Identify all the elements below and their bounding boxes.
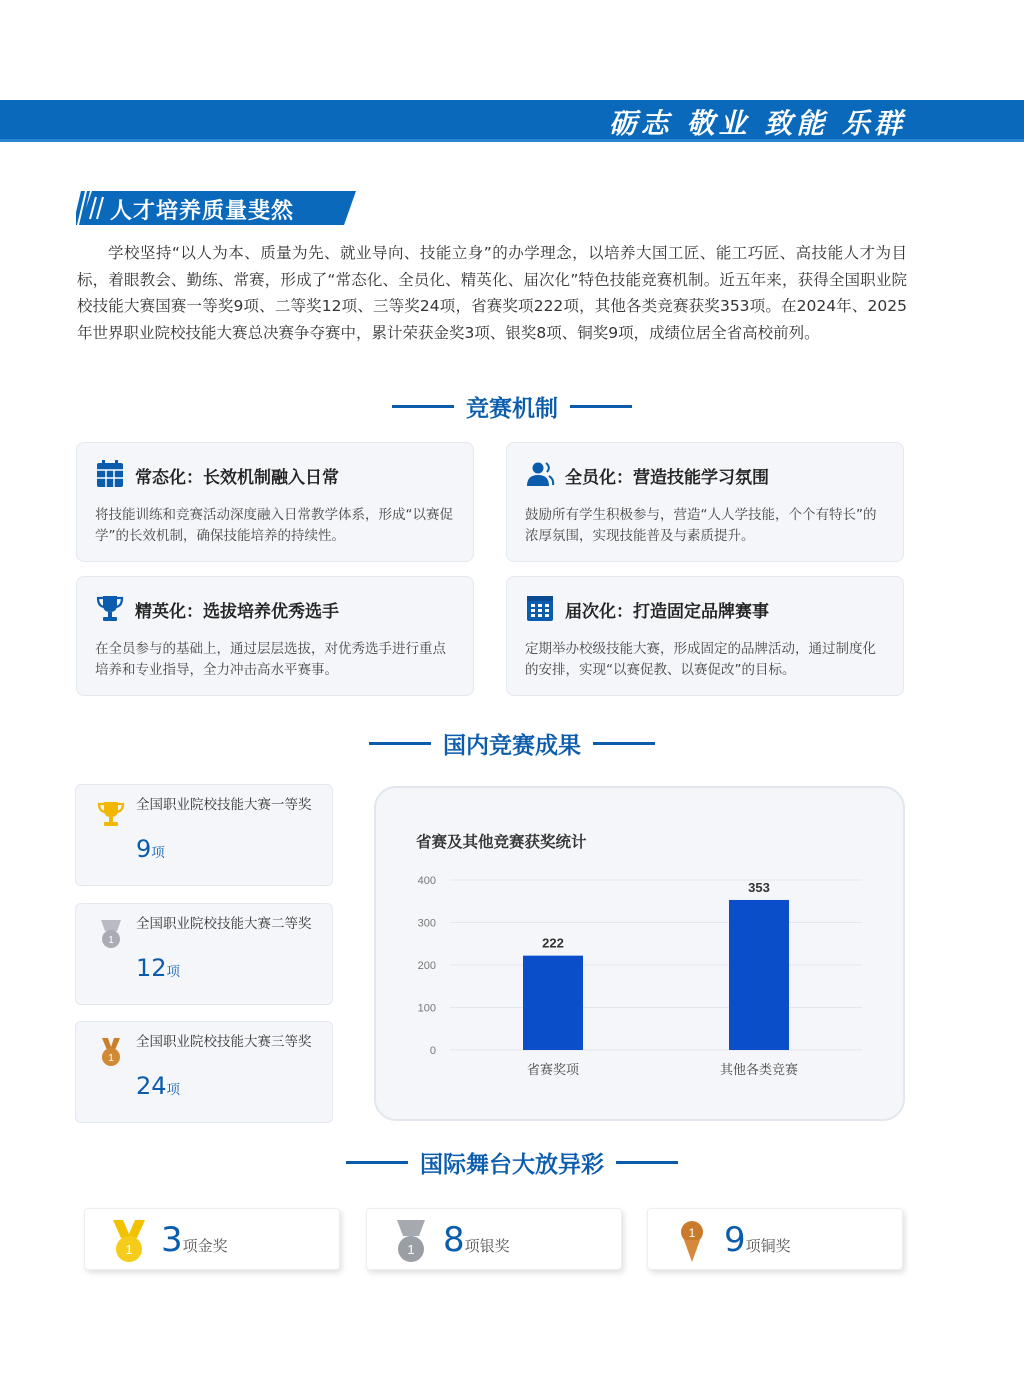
award-number: 24 <box>136 1072 167 1100</box>
mechanism-card-title: 全员化：营造技能学习氛围 <box>565 468 769 488</box>
y-tick-label: 100 <box>417 1002 436 1015</box>
y-tick-label: 400 <box>417 875 436 887</box>
international-award-card <box>647 1208 903 1270</box>
svg-text:1: 1 <box>108 935 114 946</box>
mechanism-heading <box>0 390 1024 423</box>
intl-award-value <box>161 1221 228 1265</box>
mechanism-card <box>506 576 904 696</box>
calendar-icon <box>525 593 555 623</box>
mechanism-card <box>506 442 904 562</box>
mechanism-card <box>76 442 474 562</box>
bar-value-label: 222 <box>542 935 564 951</box>
mechanism-heading-text: 竞赛机制 <box>466 396 558 422</box>
svg-text:1: 1 <box>108 1053 114 1064</box>
heading-line-left <box>392 405 454 408</box>
mechanism-card-title: 常态化：长效机制融入日常 <box>135 468 339 488</box>
bronze-medal-icon <box>96 1036 126 1068</box>
school-motto: 砺志 敬业 致能 乐群 <box>608 107 906 140</box>
international-award-card <box>366 1208 622 1270</box>
bar-chart <box>376 788 903 1119</box>
svg-text:1: 1 <box>688 1226 696 1240</box>
x-category-label: 其他各类竞赛 <box>719 1063 799 1078</box>
silver-medal-icon <box>391 1218 431 1264</box>
chart-title: 省赛及其他竞赛获奖统计 <box>416 833 587 851</box>
intl-award-number: 3 <box>161 1220 183 1260</box>
bar <box>729 900 789 1050</box>
mechanism-card-desc: 在全员参与的基础上，通过层层选拔，对优秀选手进行重点培养和专业指导，全力冲击高水平赛事。 <box>95 641 446 678</box>
international-award-card <box>84 1208 340 1270</box>
mechanism-card-desc: 将技能训练和竞赛活动深度融入日常教学体系，形成“以赛促学”的长效机制，确保技能培养的持续性。 <box>95 507 453 544</box>
domestic-heading-text: 国内竞赛成果 <box>443 733 581 759</box>
section-title-block <box>76 191 356 225</box>
top-banner <box>0 100 1024 142</box>
users-icon <box>525 459 555 489</box>
international-heading-text: 国际舞台大放异彩 <box>420 1152 604 1178</box>
gold-medal-icon <box>109 1218 149 1264</box>
intl-award-value <box>443 1221 510 1265</box>
intl-award-unit: 项铜奖 <box>745 1237 791 1255</box>
x-category-label: 省赛奖项 <box>526 1063 580 1078</box>
domestic-award-card <box>75 1021 333 1123</box>
calendar-grid-icon <box>95 459 125 489</box>
heading-line-left <box>369 742 431 745</box>
award-label: 全国职业院校技能大赛二等奖 <box>136 916 312 932</box>
svg-text:1: 1 <box>407 1242 415 1257</box>
intro-paragraph: 学校坚持“以人为本、质量为先、就业导向、技能立身”的办学理念，以培养大国工匠、能工巧匠、高技能人才为目标，着眼教会、勤练、常赛，形成了“常态化、全员化、精英化、届次化”特色技能竞赛机制。近五年来，获得全国职业院校技能大赛国赛一等奖9项、二等奖12项、三等奖24项，省赛奖项222项，其他各类竞赛获奖353项。在2024年、2025年世界职业院校技能大赛总决赛争夺赛中，累计荣获金奖3项、银奖8项、铜奖9项，成绩位居全省高校前列。 <box>77 244 907 342</box>
intl-award-number: 9 <box>724 1220 746 1260</box>
heading-line-right <box>593 742 655 745</box>
chart-panel <box>374 786 905 1121</box>
bar-value-label: 353 <box>748 879 770 895</box>
mechanism-card <box>76 576 474 696</box>
heading-line-right <box>616 1161 678 1164</box>
gold-trophy-icon <box>96 799 126 831</box>
domestic-award-card <box>75 784 333 886</box>
y-tick-label: 300 <box>417 917 436 930</box>
award-value <box>136 835 165 863</box>
trophy-icon <box>95 593 125 623</box>
award-unit: 项 <box>166 964 181 980</box>
intl-award-number: 8 <box>443 1220 465 1260</box>
mechanism-card-title: 届次化：打造固定品牌赛事 <box>565 602 769 622</box>
intl-award-value <box>724 1221 791 1265</box>
svg-text:1: 1 <box>125 1242 133 1257</box>
y-tick-label: 0 <box>429 1045 436 1057</box>
domestic-award-card <box>75 903 333 1005</box>
heading-line-right <box>570 405 632 408</box>
intl-award-unit: 项金奖 <box>182 1237 228 1255</box>
bronze-medal-icon <box>672 1218 712 1264</box>
award-value <box>136 1072 180 1100</box>
mechanism-card-desc: 定期举办校级技能大赛，形成固定的品牌活动，通过制度化的安排，实现“以赛促教、以赛促改”的目标。 <box>525 641 876 678</box>
bar <box>523 956 583 1050</box>
domestic-heading <box>0 727 1024 760</box>
award-number: 9 <box>136 835 152 863</box>
mechanism-card-desc: 鼓励所有学生积极参与，营造“人人学技能，个个有特长”的浓厚氛围，实现技能普及与素质提升。 <box>525 507 877 544</box>
intl-award-unit: 项银奖 <box>464 1237 510 1255</box>
international-heading <box>0 1146 1024 1179</box>
y-tick-label: 200 <box>417 960 436 972</box>
heading-line-left <box>346 1161 408 1164</box>
award-unit: 项 <box>151 845 165 861</box>
award-unit: 项 <box>166 1082 181 1098</box>
silver-medal-icon <box>96 918 126 950</box>
award-number: 12 <box>136 954 167 982</box>
section-title: 人才培养质量斐然 <box>110 199 295 224</box>
award-value <box>136 954 180 982</box>
mechanism-card-title: 精英化：选拔培养优秀选手 <box>135 602 339 622</box>
award-label: 全国职业院校技能大赛三等奖 <box>136 1034 312 1050</box>
award-label: 全国职业院校技能大赛一等奖 <box>136 797 312 813</box>
